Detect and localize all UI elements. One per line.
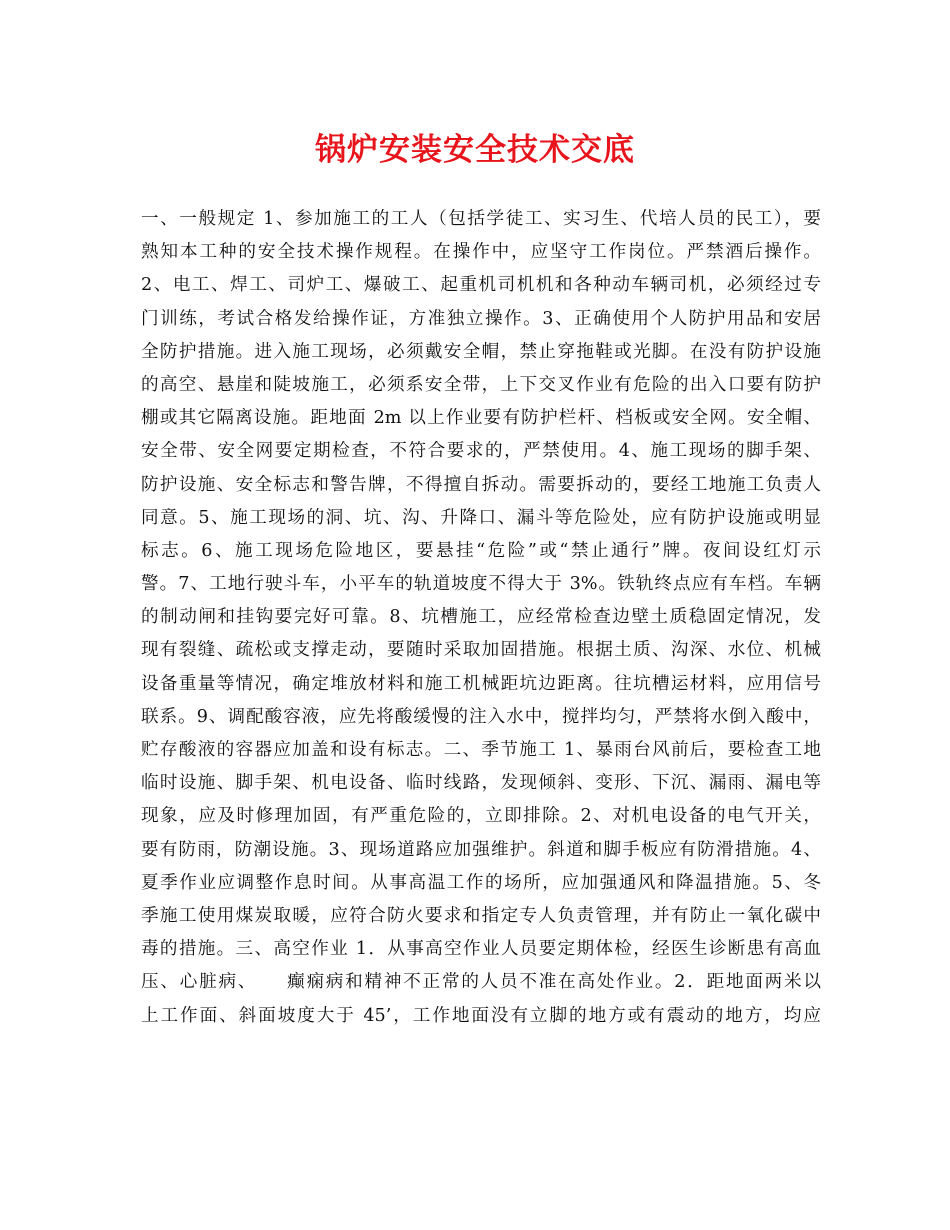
body-line: 防护设施、安全标志和警告牌，不得擅自拆动。需要拆动的，要经工地施工负责人	[141, 474, 821, 495]
body-line: 的高空、悬崖和陡坡施工，必须系安全带，上下交叉作业有危险的出入口要有防护	[141, 374, 821, 395]
body-line: 警。7、工地行驶斗车，小平车的轨道坡度不得大于 3%。铁轨终点应有车档。车辆	[141, 574, 821, 595]
body-line: 2、电工、焊工、司炉工、爆破工、起重机司机机和各种动车辆司机，必须经过专	[141, 275, 821, 296]
body-line: 毒的措施。三、高空作业 1．从事高空作业人员要定期体检，经医生诊断患有高血	[141, 939, 821, 960]
body-line: 上工作面、斜面坡度大于 45’，工作地面没有立脚的地方或有震动的地方，均应	[141, 1005, 821, 1026]
body-line: 同意。5、施工现场的洞、坑、沟、升降口、漏斗等危险处，应有防护设施或明显	[141, 507, 821, 528]
body-line: 门训练，考试合格发给操作证，方准独立操作。3、正确使用个人防护用品和安居	[141, 308, 821, 329]
body-line: 安全带、安全网要定期检查，不符合要求的，严禁使用。4、施工现场的脚手架、	[141, 441, 821, 462]
body-line: 临时设施、脚手架、机电设备、临时线路，发现倾斜、变形、下沉、漏雨、漏电等	[141, 773, 821, 794]
body-line: 联系。9、调配酸容液，应先将酸缓慢的注入水中，搅拌均匀，严禁将水倒入酸中，	[141, 706, 821, 727]
body-line: 要有防雨，防潮设施。3、现场道路应加强维护。斜道和脚手板应有防滑措施。4、	[141, 839, 821, 860]
body-line: 现象，应及时修理加固，有严重危险的，立即排除。2、对机电设备的电气开关，	[141, 806, 821, 827]
body-line: 的制动闸和挂钩要完好可靠。8、坑槽施工，应经常检查边壁土质稳固定情况，发	[141, 607, 821, 628]
body-line: 季施工使用煤炭取暖，应符合防火要求和指定专人负责管理，并有防止一氧化碳中	[141, 905, 821, 926]
body-line: 设备重量等情况，确定堆放材料和施工机械距坑边距离。往坑槽运材料，应用信号	[141, 673, 821, 694]
body-line: 夏季作业应调整作息时间。从事高温工作的场所，应加强通风和降温措施。5、冬	[141, 872, 821, 893]
document-body	[141, 203, 821, 1033]
body-line: 贮存酸液的容器应加盖和设有标志。二、季节施工 1、暴雨台风前后，要检查工地	[141, 740, 821, 760]
body-line: 棚或其它隔离设施。距地面 2m 以上作业要有防护栏杆、档板或安全网。安全帽、	[141, 408, 821, 429]
body-line: 熟知本工种的安全技术操作规程。在操作中，应坚守工作岗位。严禁酒后操作。	[141, 242, 821, 263]
body-line: 一、一般规定 1、参加施工的工人（包括学徒工、实习生、代培人员的民工），要	[141, 209, 821, 229]
document-title: 锅炉安装安全技术交底	[315, 132, 635, 168]
body-line: 压、心脏病、 癫痫病和精神不正常的人员不准在高处作业。2．距地面两米以	[141, 972, 821, 993]
body-line: 标志。6、施工现场危险地区，要悬挂“危险”或“禁止通行”牌。夜间设红灯示	[141, 540, 821, 561]
body-line: 全防护措施。进入施工现场，必须戴安全帽，禁止穿拖鞋或光脚。在没有防护设施	[141, 341, 821, 362]
body-line: 现有裂缝、疏松或支撑走动，要随时采取加固措施。根据土质、沟深、水位、机械	[141, 640, 821, 661]
